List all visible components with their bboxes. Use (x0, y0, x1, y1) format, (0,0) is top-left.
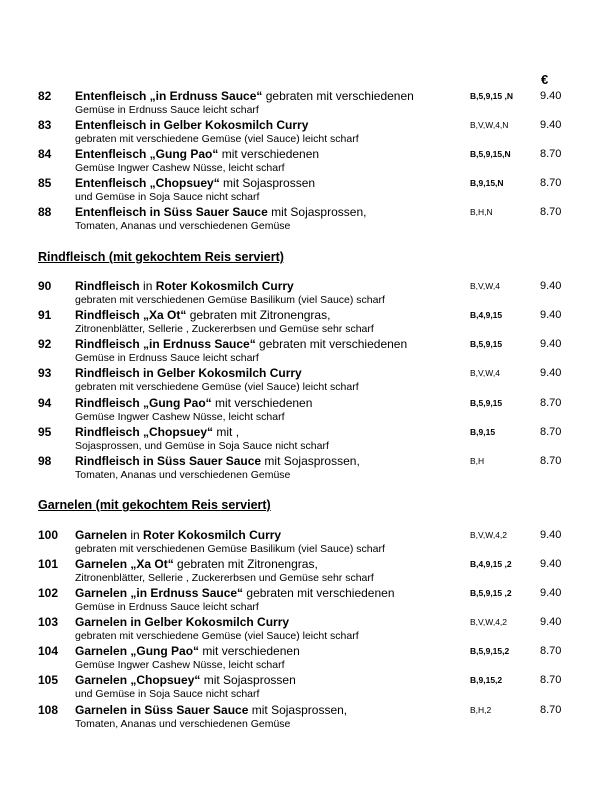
item-title-rest: mit , (213, 425, 240, 439)
item-price: 8.70 (540, 397, 562, 409)
menu-item (0, 308, 612, 337)
item-description: gebraten mit verschiedene Gemüse (viel Sauce) leicht scharf (75, 381, 359, 393)
item-title-line (75, 673, 296, 687)
item-number: 84 (38, 147, 52, 161)
item-name: Entenfleisch „Gung Pao“ (75, 147, 219, 161)
item-allergen-codes: B,9,15 (470, 427, 496, 437)
item-name: Rindfleisch „Xa Ot“ (75, 308, 187, 322)
item-name: Garnelen „Chopsuey“ (75, 673, 201, 687)
item-title-line (75, 205, 366, 219)
item-number: 90 (38, 279, 52, 293)
item-price: 8.70 (540, 177, 562, 189)
menu-item (0, 279, 612, 308)
section-title: Garnelen (mit gekochtem Reis serviert) (38, 498, 271, 512)
item-name-connector: in (127, 528, 144, 542)
item-description: und Gemüse in Soja Sauce nicht scharf (75, 191, 260, 203)
item-title-rest: gebraten mit verschiedenen (243, 586, 395, 600)
item-price: 9.40 (540, 119, 562, 131)
item-title-rest: mit Sojasprossen (200, 673, 296, 687)
item-description: Zitronenblätter, Sellerie , Zuckererbsen und Gemüse sehr scharf (75, 572, 374, 584)
item-number: 83 (38, 118, 52, 132)
item-description: Gemüse Ingwer Cashew Nüsse, leicht scharf (75, 162, 285, 174)
item-name: Rindfleisch in Süss Sauer Sauce (75, 454, 262, 468)
item-name-part2: Roter Kokosmilch Curry (155, 279, 294, 293)
item-title-line (75, 586, 395, 600)
menu-item (0, 118, 612, 147)
item-price: 9.40 (540, 587, 562, 599)
item-number: 98 (38, 454, 52, 468)
item-title-line (75, 425, 239, 439)
item-title-line (75, 557, 318, 571)
item-title-line (75, 528, 281, 542)
item-number: 101 (38, 557, 59, 571)
section-title: Rindfleisch (mit gekochtem Reis serviert) (38, 250, 284, 264)
item-number: 94 (38, 396, 52, 410)
item-number: 88 (38, 205, 52, 219)
item-allergen-codes: B,V,W,4 (470, 368, 500, 378)
item-title-rest: mit Sojasprossen, (267, 205, 367, 219)
item-number: 105 (38, 673, 59, 687)
item-number: 91 (38, 308, 52, 322)
item-description: Gemüse Ingwer Cashew Nüsse, leicht scharf (75, 411, 285, 423)
item-name: Entenfleisch „in Erdnuss Sauce“ (75, 89, 263, 103)
menu-item (0, 557, 612, 586)
menu-item (0, 644, 612, 673)
item-price: 8.70 (540, 704, 562, 716)
item-allergen-codes: B,5,9,15 (470, 339, 503, 349)
item-title-rest: gebraten mit Zitronengras, (186, 308, 331, 322)
item-number: 103 (38, 615, 59, 629)
item-price: 8.70 (540, 645, 562, 657)
currency-header: € (541, 72, 549, 87)
menu-item (0, 615, 612, 644)
item-title-line (75, 308, 330, 322)
item-allergen-codes: B,V,W,4 (470, 281, 500, 291)
item-allergen-codes: B,H,N (470, 207, 493, 217)
item-name: Rindfleisch „in Erdnuss Sauce“ (75, 337, 256, 351)
item-name: Rindfleisch „Chopsuey“ (75, 425, 214, 439)
item-price: 9.40 (540, 90, 562, 102)
item-allergen-codes: B,4,9,15 ,2 (470, 559, 512, 569)
item-number: 108 (38, 703, 59, 717)
item-price: 8.70 (540, 426, 562, 438)
item-allergen-codes: B,5,9,15 ,2 (470, 588, 512, 598)
item-title-line (75, 89, 414, 103)
item-title-rest: mit Sojasprossen (219, 176, 316, 190)
item-name-connector: in (139, 279, 156, 293)
menu-item (0, 205, 612, 234)
item-name: Entenfleisch in Süss Sauer Sauce (75, 205, 268, 219)
item-name-part2: Roter Kokosmilch Curry (143, 528, 282, 542)
item-title-line (75, 703, 347, 717)
item-name: Entenfleisch „Chopsuey“ (75, 176, 220, 190)
menu-item (0, 673, 612, 702)
item-price: 9.40 (540, 367, 562, 379)
item-title-line (75, 147, 319, 161)
item-price: 9.40 (540, 529, 562, 541)
item-price: 8.70 (540, 455, 562, 467)
item-description: Tomaten, Ananas und verschiedenen Gemüse (75, 469, 291, 481)
item-number: 104 (38, 644, 59, 658)
item-allergen-codes: B,5,9,15,N (470, 149, 511, 159)
menu-item (0, 586, 612, 615)
item-title-line (75, 615, 289, 629)
item-name: Garnelen in Süss Sauer Sauce (75, 703, 249, 717)
item-title-rest: mit verschiedenen (218, 147, 320, 161)
item-title-line (75, 337, 407, 351)
menu-item (0, 147, 612, 176)
item-title-line (75, 644, 300, 658)
item-name: Garnelen in Gelber Kokosmilch Curry (75, 615, 290, 629)
item-title-line (75, 176, 315, 190)
item-title-rest: mit verschiedenen (199, 644, 300, 658)
item-title-rest: mit Sojasprossen, (248, 703, 348, 717)
item-title-line (75, 454, 360, 468)
item-allergen-codes: B,9,15,2 (470, 675, 503, 685)
item-number: 92 (38, 337, 52, 351)
item-allergen-codes: B,5,9,15,2 (470, 646, 510, 656)
item-allergen-codes: B,V,W,4,2 (470, 617, 508, 627)
menu-item (0, 454, 612, 483)
menu-item (0, 337, 612, 366)
item-description: Gemüse in Erdnuss Sauce leicht scharf (75, 601, 259, 613)
item-name: Rindfleisch in Gelber Kokosmilch Curry (75, 366, 302, 380)
item-name: Rindfleisch (75, 279, 140, 293)
item-title-line (75, 396, 312, 410)
item-allergen-codes: B,V,W,4,2 (470, 530, 508, 540)
item-title-rest: gebraten mit verschiedenen (255, 337, 408, 351)
item-number: 93 (38, 366, 52, 380)
item-description: Tomaten, Ananas und verschiedenen Gemüse (75, 718, 291, 730)
item-price: 8.70 (540, 206, 562, 218)
item-title-line (75, 118, 308, 132)
item-price: 9.40 (540, 338, 562, 350)
item-allergen-codes: B,5,9,15 ,N (470, 91, 513, 101)
item-price: 9.40 (540, 309, 562, 321)
item-description: Gemüse in Erdnuss Sauce leicht scharf (75, 352, 259, 364)
menu-item (0, 703, 612, 732)
item-description: und Gemüse in Soja Sauce nicht scharf (75, 688, 260, 700)
menu-item (0, 528, 612, 557)
item-description: gebraten mit verschiedenen Gemüse Basilikum (viel Sauce) scharf (75, 294, 385, 306)
item-description: Sojasprossen, und Gemüse in Soja Sauce nicht scharf (75, 440, 329, 452)
item-title-line (75, 279, 294, 293)
menu-item (0, 396, 612, 425)
item-price: 8.70 (540, 148, 562, 160)
item-allergen-codes: B,9,15,N (470, 178, 504, 188)
item-allergen-codes: B,4,9,15 (470, 310, 503, 320)
item-title-rest: mit Sojasprossen, (261, 454, 360, 468)
item-description: Zitronenblätter, Sellerie , Zuckererbsen und Gemüse sehr scharf (75, 323, 374, 335)
item-allergen-codes: B,H (470, 456, 485, 466)
item-number: 100 (38, 528, 59, 542)
item-name: Rindfleisch „Gung Pao“ (75, 396, 212, 410)
item-description: Tomaten, Ananas und verschiedenen Gemüse (75, 220, 291, 232)
item-price: 9.40 (540, 616, 562, 628)
menu-item (0, 366, 612, 395)
item-title-line (75, 366, 302, 380)
item-title-rest: gebraten mit Zitronengras, (173, 557, 318, 571)
menu-item (0, 425, 612, 454)
item-title-rest: mit verschiedenen (211, 396, 313, 410)
item-title-rest: gebraten mit verschiedenen (262, 89, 414, 103)
menu-item (0, 176, 612, 205)
menu-item (0, 89, 612, 118)
item-name: Garnelen (75, 528, 128, 542)
item-description: Gemüse in Erdnuss Sauce leicht scharf (75, 104, 259, 116)
item-description: gebraten mit verschiedenen Gemüse Basilikum (viel Sauce) scharf (75, 543, 385, 555)
item-allergen-codes: B,H,2 (470, 705, 492, 715)
item-price: 8.70 (540, 674, 562, 686)
item-price: 9.40 (540, 558, 562, 570)
item-number: 102 (38, 586, 59, 600)
item-number: 82 (38, 89, 52, 103)
item-name: Entenfleisch in Gelber Kokosmilch Curry (75, 118, 309, 132)
item-name: Garnelen „in Erdnuss Sauce“ (75, 586, 244, 600)
item-description: Gemüse Ingwer Cashew Nüsse, leicht scharf (75, 659, 285, 671)
item-name: Garnelen „Gung Pao“ (75, 644, 200, 658)
item-description: gebraten mit verschiedene Gemüse (viel Sauce) leicht scharf (75, 630, 359, 642)
item-allergen-codes: B,5,9,15 (470, 398, 503, 408)
item-number: 95 (38, 425, 52, 439)
item-number: 85 (38, 176, 52, 190)
item-name: Garnelen „Xa Ot“ (75, 557, 174, 571)
item-price: 9.40 (540, 280, 562, 292)
item-description: gebraten mit verschiedene Gemüse (viel Sauce) leicht scharf (75, 133, 359, 145)
item-allergen-codes: B,V,W,4,N (470, 120, 509, 130)
